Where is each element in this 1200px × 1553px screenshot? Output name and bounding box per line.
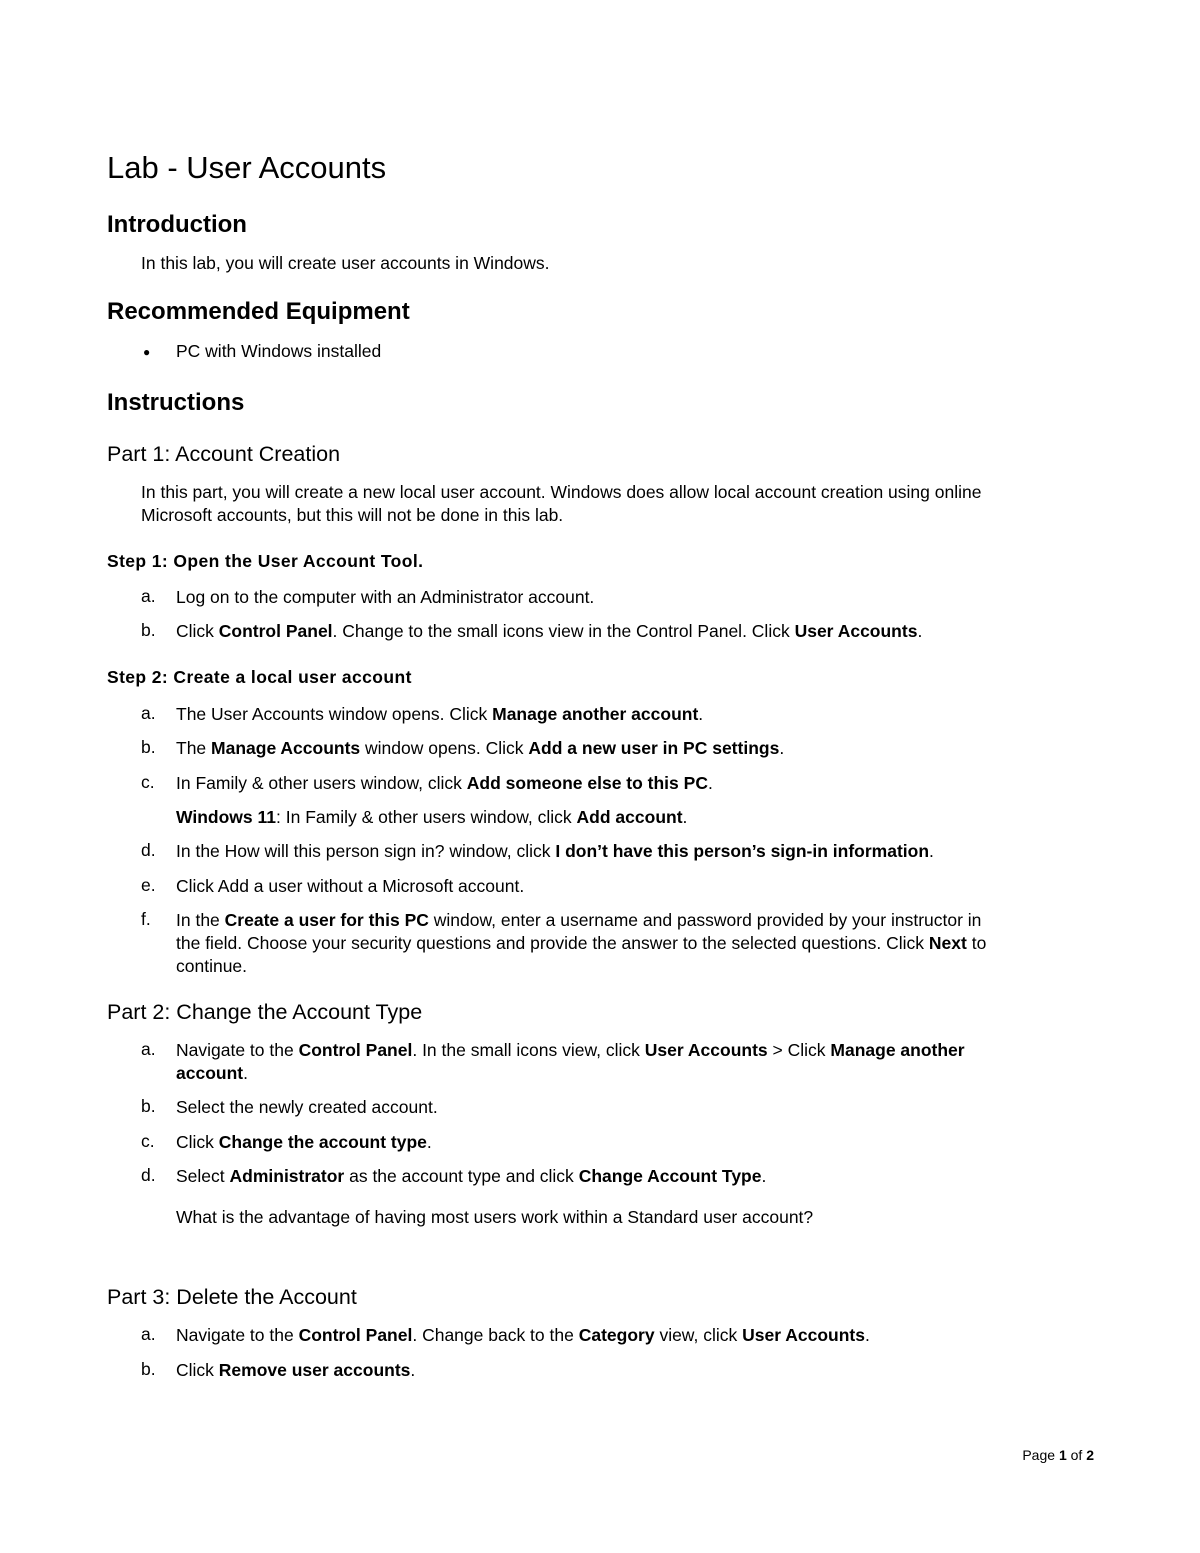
list-marker: b. xyxy=(141,620,156,640)
bullet-icon: ● xyxy=(143,345,151,359)
introduction-text: In this lab, you will create user accounts in Windows. xyxy=(141,253,550,273)
instructions-heading: Instructions xyxy=(107,389,245,416)
list-marker: a. xyxy=(141,1324,156,1344)
part3-item-a: Navigate to the Control Panel. Change back to the Category view, click User Accounts. xyxy=(176,1325,870,1345)
list-marker: d. xyxy=(141,1165,156,1185)
part2-item-a-line2: account. xyxy=(176,1063,248,1083)
step2-item-f-line1: In the Create a user for this PC window, enter a username and password provided by your instructor in xyxy=(176,910,982,930)
list-marker: f. xyxy=(141,909,151,929)
list-marker: b. xyxy=(141,737,156,757)
part2-item-c: Click Change the account type. xyxy=(176,1132,432,1152)
part2-heading: Part 2: Change the Account Type xyxy=(107,1000,423,1024)
step2-item-d: In the How will this person sign in? window, click I don’t have this person’s sign-in information. xyxy=(176,841,934,861)
step2-item-c: In Family & other users window, click Add someone else to this PC. xyxy=(176,773,713,793)
list-marker: b. xyxy=(141,1359,156,1379)
introduction-heading: Introduction xyxy=(107,211,247,238)
step2-heading: Step 2: Create a local user account xyxy=(107,667,412,687)
part2-item-d: Select Administrator as the account type and click Change Account Type. xyxy=(176,1166,767,1186)
part2-item-b: Select the newly created account. xyxy=(176,1097,438,1117)
page-title: Lab - User Accounts xyxy=(107,150,387,185)
windows11-note: Windows 11: In Family & other users window, click Add account. xyxy=(176,807,688,827)
list-marker: b. xyxy=(141,1096,156,1116)
part1-para-line2: Microsoft accounts, but this will not be done in this lab. xyxy=(141,505,564,525)
part3-item-b: Click Remove user accounts. xyxy=(176,1360,416,1380)
list-marker: c. xyxy=(141,1131,155,1151)
step2-item-f-line3: continue. xyxy=(176,956,248,976)
list-marker: e. xyxy=(141,875,156,895)
page-number: Page 1 of 2 xyxy=(1022,1447,1094,1463)
step2-item-f-line2: the field. Choose your security questions and provide the answer to the selected questions. Click Next to xyxy=(176,933,987,953)
step2-item-a: The User Accounts window opens. Click Manage another account. xyxy=(176,704,704,724)
equipment-heading: Recommended Equipment xyxy=(107,298,410,325)
part2-question: What is the advantage of having most users work within a Standard user account? xyxy=(176,1207,814,1227)
equipment-item: PC with Windows installed xyxy=(176,341,382,361)
part2-item-a-line1: Navigate to the Control Panel. In the small icons view, click User Accounts > Click Manage another xyxy=(176,1040,965,1060)
step1-item-a: Log on to the computer with an Administrator account. xyxy=(176,587,595,607)
list-marker: a. xyxy=(141,703,156,723)
list-marker: c. xyxy=(141,772,155,792)
step2-item-e: Click Add a user without a Microsoft account. xyxy=(176,876,525,896)
part1-para-line1: In this part, you will create a new local user account. Windows does allow local account creation using online xyxy=(141,482,982,502)
part3-heading: Part 3: Delete the Account xyxy=(107,1285,357,1309)
list-marker: a. xyxy=(141,1039,156,1059)
part1-heading: Part 1: Account Creation xyxy=(107,442,341,466)
step1-heading: Step 1: Open the User Account Tool. xyxy=(107,551,424,571)
list-marker: a. xyxy=(141,586,156,606)
step2-item-b: The Manage Accounts window opens. Click Add a new user in PC settings. xyxy=(176,738,785,758)
step1-item-b: Click Control Panel. Change to the small icons view in the Control Panel. Click User Accounts. xyxy=(176,621,923,641)
list-marker: d. xyxy=(141,840,156,860)
